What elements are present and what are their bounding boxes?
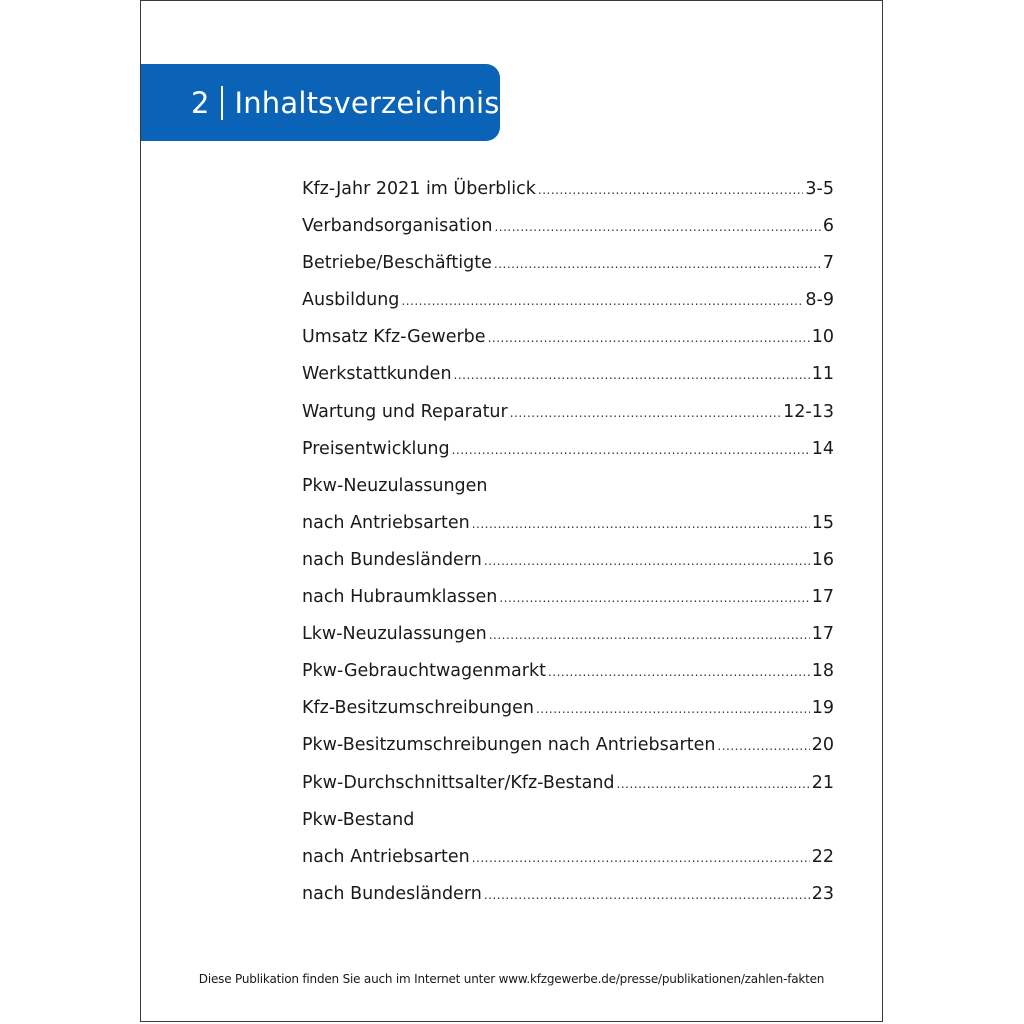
toc-entry[interactable]	[302, 765, 834, 802]
toc-entry[interactable]	[302, 690, 834, 727]
toc-entry[interactable]	[302, 468, 834, 505]
section-number: 2	[191, 85, 210, 120]
toc-entry-page: 14	[811, 438, 834, 459]
toc-entry-label: nach Antriebsarten	[302, 846, 470, 867]
toc-entry-label: Kfz-Besitzumschreibungen	[302, 698, 534, 719]
toc-entry[interactable]	[302, 802, 834, 839]
toc-leader-dots	[499, 580, 809, 617]
toc-entry-page: 16	[811, 549, 834, 570]
toc-entry[interactable]	[302, 653, 834, 690]
toc-entry-page: 7	[822, 253, 834, 274]
toc-entry[interactable]	[302, 727, 834, 764]
toc-leader-dots	[494, 209, 820, 246]
toc-entry-page: 23	[811, 883, 834, 904]
toc-entry-label: Pkw-Besitzumschreibungen nach Antriebsarten	[302, 735, 716, 756]
toc-entry[interactable]	[302, 616, 834, 653]
toc-leader-dots	[536, 691, 810, 728]
toc-entry-label: Pkw-Bestand	[302, 809, 415, 830]
toc-leader-dots	[472, 506, 810, 543]
toc-entry[interactable]	[302, 245, 834, 282]
toc-entry-label: Lkw-Neuzulassungen	[302, 624, 487, 645]
toc-leader-dots	[484, 877, 810, 914]
toc-entry-page: 17	[811, 587, 834, 608]
toc-entry-page: 18	[811, 661, 834, 682]
toc-leader-dots	[454, 357, 810, 394]
toc-entry-label: Verbandsorganisation	[302, 216, 493, 237]
toc-leader-dots	[538, 172, 804, 209]
toc-entry[interactable]	[302, 394, 834, 431]
toc-entry-page: 10	[811, 327, 834, 348]
toc-entry-label: Pkw-Gebrauchtwagenmarkt	[302, 661, 546, 682]
toc-entry-page: 21	[811, 772, 834, 793]
toc-entry-label: Wartung und Reparatur	[302, 401, 508, 422]
toc-entry[interactable]	[302, 431, 834, 468]
toc-leader-dots	[484, 543, 810, 580]
toc-leader-dots	[617, 766, 810, 803]
toc-entry[interactable]	[302, 876, 834, 913]
toc-entry[interactable]	[302, 839, 834, 876]
toc-entry[interactable]	[302, 356, 834, 393]
toc-leader-dots	[401, 283, 803, 320]
toc-entry-page: 22	[811, 846, 834, 867]
toc-entry-label: nach Hubraumklassen	[302, 587, 498, 608]
toc-leader-dots	[488, 320, 810, 357]
toc-entry-label: Kfz-Jahr 2021 im Überblick	[302, 179, 536, 199]
toc-entry-label: Pkw-Neuzulassungen	[302, 475, 488, 496]
toc-entry-page: 12-13	[783, 401, 834, 422]
toc-entry-page: 3-5	[805, 179, 834, 199]
toc-leader-dots	[548, 654, 810, 691]
toc-entry[interactable]	[302, 319, 834, 356]
footer-note: Diese Publikation finden Sie auch im Internet unter www.kfzgewerbe.de/presse/publikationen/zahlen-fakten	[198, 972, 825, 986]
toc-entry-page: 15	[811, 512, 834, 533]
toc-entry-page: 6	[822, 216, 834, 237]
toc-leader-dots	[452, 432, 810, 469]
toc-entry-label: Ausbildung	[302, 290, 400, 311]
toc-leader-dots	[717, 728, 809, 765]
toc-entry-label: Preisentwicklung	[302, 438, 450, 459]
toc-leader-dots	[510, 395, 781, 432]
toc-entry-label: Werkstattkunden	[302, 364, 452, 385]
toc-entry[interactable]	[302, 579, 834, 616]
section-banner	[141, 64, 500, 141]
toc-entry-label: nach Bundesländern	[302, 883, 482, 904]
toc-entry-label: nach Bundesländern	[302, 549, 482, 570]
section-title: Inhaltsverzeichnis	[234, 85, 500, 120]
toc-entry[interactable]	[302, 208, 834, 245]
toc-leader-dots	[494, 246, 821, 283]
toc-entry-label: nach Antriebsarten	[302, 512, 470, 533]
toc-leader-dots	[489, 617, 810, 654]
toc-entry[interactable]	[302, 542, 834, 579]
toc-entry-label: Pkw-Durchschnittsalter/Kfz-Bestand	[302, 772, 615, 793]
toc-entry-page: 19	[811, 698, 834, 719]
toc-entry-page: 20	[811, 735, 834, 756]
toc-entry-page: 17	[811, 624, 834, 645]
toc-entry-page: 11	[811, 364, 834, 385]
table-of-contents	[302, 171, 834, 913]
toc-entry-label: Betriebe/Beschäftigte	[302, 253, 492, 274]
toc-entry[interactable]	[302, 505, 834, 542]
toc-entry[interactable]	[302, 282, 834, 319]
toc-entry-page: 8-9	[805, 290, 834, 311]
toc-entry[interactable]	[302, 171, 834, 208]
toc-leader-dots	[472, 840, 810, 877]
toc-entry-label: Umsatz Kfz-Gewerbe	[302, 327, 486, 348]
section-divider	[221, 86, 223, 120]
